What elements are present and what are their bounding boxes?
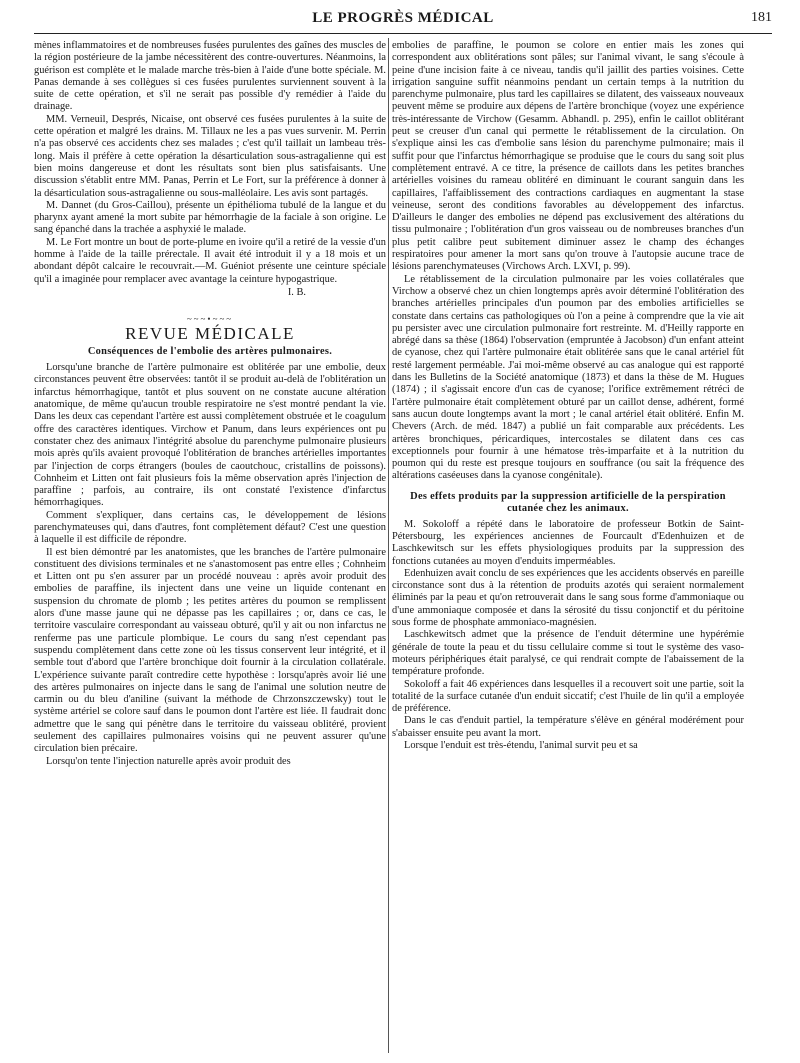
paragraph: M. Dannet (du Gros-Caillou), présente un épithélioma tubulé de la langue et du pharynx ayant amené la mort subite par hémorrhagie de la faciale à son origine. Le sang épanché dans la trachée a asphyxié le malade. [34, 199, 386, 236]
paragraph: Comment s'expliquer, dans certains cas, le développement de lésions parenchymateuses qui, dans d'autres, font complètement défaut? C'est une question à laquelle il est difficile de répondre. [34, 509, 386, 546]
paragraph: Lorsqu'on tente l'injection naturelle après avoir produit des [46, 755, 291, 767]
paragraph: Sokoloff a fait 46 expériences dans lesquelles il a recouvert soit une partie, soit la totalité de la surface cutanée d'un enduit siccatif; c'est l'huile de lin qu'il a employée de préférence. [392, 678, 744, 715]
page-number: 181 [751, 10, 772, 25]
paragraph: MM. Verneuil, Després, Nicaise, ont observé ces fusées purulentes à la suite de cette opération et malgré les drains. M. Tillaux ne les a pas vues survenir. M. Perrin n'a pas observé ces accidents chez ses malades ; c'est qu'il taillait un lambeau très-long. Mais il préfère à cette opération la désarticulation sous-astragalienne qui est bien moins dangereuse et dont les résultats sont bien plus satisfaisants. Une discussion s'établit entre MM. Panas, Perrin et Le Fort, sur la préférence à donner à la désarticulation sous-astragalienne ou sous-malléolaire. Les avis sont partagés. [34, 113, 386, 199]
column-divider [388, 38, 389, 1053]
article-subtitle: Conséquences de l'embolie des artères pulmonaires. [87, 345, 333, 357]
paragraph: Dans le cas d'enduit partiel, la température s'élève en général modérément pour s'abaisser ensuite peu avant la mort. [392, 715, 744, 739]
paragraph: Laschkewitsch admet que la présence de l'enduit détermine une hypérémie générale de toute la peau et du tissu cellulaire comme si tout le système des vaso-moteurs périphériques était paralysé, ce qui rendrait compte de l'abaissement de la température profonde. [392, 629, 744, 678]
paragraph: Edenhuizen avait conclu de ses expériences que les accidents observés en pareille circonstance sont dus à la rétention de produits azotés qui seraient normalement éliminés par la peau et qu'on retrouverait dans le sang sous forme d'ammoniaque ou d'une ammoniaque composée et dans la sérosité du tissu conjonctif et du péritoine sous forme de phosphate ammoniaco-magnésien. [392, 567, 744, 629]
left-column [34, 40, 386, 1050]
page-header [34, 10, 772, 30]
paragraph: mènes inflammatoires et de nombreuses fusées purulentes des gaînes des muscles de la région postérieure de la jambe nécessitèrent des contre-ouvertures. Néanmoins, la guérison est complète et le malade marche très-bien à l'aide d'une botte spéciale. M. Panas demande à ses collègues si ces fusées purulentes surviennent souvent à la suite de cette opération, et s'il ne serait pas possible d'y remédier à l'aide du drainage. [34, 40, 386, 113]
signature [34, 287, 386, 299]
header-rule [34, 33, 772, 34]
section-title: REVUE MÉDICALE [125, 323, 295, 343]
paragraph: Lorsque l'enduit est très-étendu, l'animal survit peu et sa [404, 740, 638, 752]
paragraph: Le rétablissement de la circulation pulmonaire par les voies collatérales que Virchow a observé chez un chien longtemps après avoir déterminé l'oblitération des branches artérielles principales d'un poumon par des embolies artificielles se constate dans certains cas pathologiques où l'on a peine à comprendre que la vie ait pu persister avec une circulation pulmonaire fort restreinte. M. d'Heilly rapporte en abrégé dans sa thèse (1864) l'observation (empruntée à Jacobson) d'un enfant atteint de cyanose, chez qui l'artère pulmonaire était oblitérée sans que le canal artériel fût resté largement perméable. J'ai moi-même observé au cas analogue qui est rapporté dans les Bulletins de la Société anatomique (1873) et dans la thèse de M. Hugues (1874) ; il s'agissait encore d'un cas de cyanose; l'orifice extrêmement rétréci de l'artère pulmonaire était complètement obturé par un caillot dense, adhérent, formé sans aucun doute longtemps avant la mort ; le canal artériel était oblitéré. Enfin M. Chevers (Arch. de méd. 1847) a publié un fait comparable aux précédents. Les artères bronchiques, péricardiques, intercostales se dilatent dans ces cas exceptionnels pour fournir à une hématose très-imparfaite et à la nutrition du poumon qui du reste est presque toujours en souffrance (ou sait la fréquence des altérations caséeuses dans la cyanose congénitale). [392, 273, 744, 482]
signature-text: I. B. [287, 286, 306, 298]
paragraph: embolies de paraffine, le poumon se colore en entier mais les zones qui correspondent aux oblitérations sont pâles; sur l'animal vivant, le sang s'écoule à peine d'une incision faite à ce niveau, tandis qu'il jaillit des parties voisines. Cette irrigation sanguine suffit néanmoins pendant un certain temps à la nutrition du parenchyme pulmonaire, plus tard les capillaires se dilatent, des vaisseaux nouveaux peuvent même se produire aux dépens de l'artère bronchique (voyez une expérience très-intéressante de Virchow (Gesamm. Abhandl. p. 295), enfin le caillot oblitérant peut se creuser d'un canal qui permette le rétablissement de la circulation. On s'explique ainsi les cas d'embolie sans lésion du parenchyme pulmonaire; mais il suffit pour que l'infarctus hémorrhagique se produise que le cours du sang soit plus complètement entravé. A ce titre, la présence de caillots dans les petites branches artérielles voisines du rameau oblitéré en diminuant le courant sanguin dans les capillaires, l'affaiblissement des contractions cardiaques en augmentant la stase veineuse, seront des conditions favorables au développement des infarctus. D'ailleurs le danger des embolies ne dépend pas exclusivement des altérations du tissu pulmonaire ; l'oblitération d'un gros vaisseau ou de nombreuses branches d'un plus petit calibre peut subitement diminuer assez le champ des échanges respiratoires pour amener la mort sans qu'on trouve à l'autopsie aucune trace de lésions parenchymateuses (Virchows Arch. LXVI, p. 99). [392, 40, 744, 273]
paragraph: Lorsqu'une branche de l'artère pulmonaire est oblitérée par une embolie, deux circonstances peuvent être observées: tantôt il se produit au-delà de l'oblitération un infarctus hémorrhagique, tantôt et plus souvent on ne constate aucune altération anatomique, de même qu'aucun trouble respiratoire ne s'est montré pendant la vie. Dans les deux cas cependant l'artère est aussi complètement obstruée et le coagulum offre des caractères identiques. Virchow et Panum, dans leurs expériences ont pu constater chez des animaux l'intégrité absolue du parenchyme pulmonaire plusieurs mois après qu'ils avaient provoqué l'oblitération de branches artérielles importantes par l'injection de corps étrangers (boules de caoutchouc, cristallins de poissons). Cohnheim et Litten ont fait plusieurs fois la même observation après l'injection de paraffine ; parfois, au contraire, ils ont constaté l'existence d'infarctus hémorrhagiques. [34, 362, 386, 509]
right-column [392, 40, 744, 1040]
article-subtitle: Des effets produits par la suppression artificielle de la perspiration cutanée chez les animaux. [410, 490, 726, 514]
section-ornament: ~~~•~~~ [186, 314, 234, 325]
paragraph: M. Le Fort montre un bout de porte-plume en ivoire qu'il a retiré de la vessie d'un homme à l'aide de la taille prérectale. Il avait été introduit il y a 18 mois et un abondant dépôt calcaire le recouvrait.—M. Guéniot présente une ceinture spéciale qu'il a imaginée pour remplacer avec avantage la ceinture hypogastrique. [34, 236, 386, 285]
journal-title: LE PROGRÈS MÉDICAL [312, 10, 494, 26]
paragraph: M. Sokoloff a répété dans le laboratoire de professeur Botkin de Saint-Pétersbourg, les expériences anciennes de Fourcault d'Edenhuizen et de Laschkewitsch sur les effets physiologiques produits par la suppression des fonctions cutanées au moyen d'enduits imperméables. [392, 518, 744, 567]
section-header [34, 313, 386, 343]
paragraph: Il est bien démontré par les anatomistes, que les branches de l'artère pulmonaire constituent des divisions terminales et ne s'anastomosent pas entre elles ; Cohnheim et Litten ont pu s'en assurer par un procédé nouveau : après avoir produit des embolies de paraffine, ils injectent dans une veine un liquide contenant en suspension du chromate de plomb ; les petites artères du poumon se remplissent alors d'une masse jaune qui ne dépasse pas les capillaires ; or, dans ce cas, le territoire vasculaire correspondant au vaisseau obturé, qu'il y ait ou non infarctus ne renferme pas une particule plombique. Le cours du sang n'est cependant pas suspendu complètement dans cette zone où les tissus conservent leur intégrité, et il semble tout d'abord que l'artère bronchique doit fournir à la circulation collatérale. L'expérience suivante paraît contredire cette hypothèse : lorsqu'après avoir lié une des artères pulmonaires on injecte dans le sang de l'animal une solution neutre de carmin ou du bleu d'aniline (suivant la méthode de Chrzonszczewsky) tout le système artériel se colore sauf dans le poumon dont l'artère est liée. Il faudrait donc admettre que le sang qui pénètre dans le territoire du vaisseau oblitéré, provient seulement des capillaires pulmonaires voisins qui ne peuvent assurer qu'une circulation bien précaire. [34, 546, 386, 755]
